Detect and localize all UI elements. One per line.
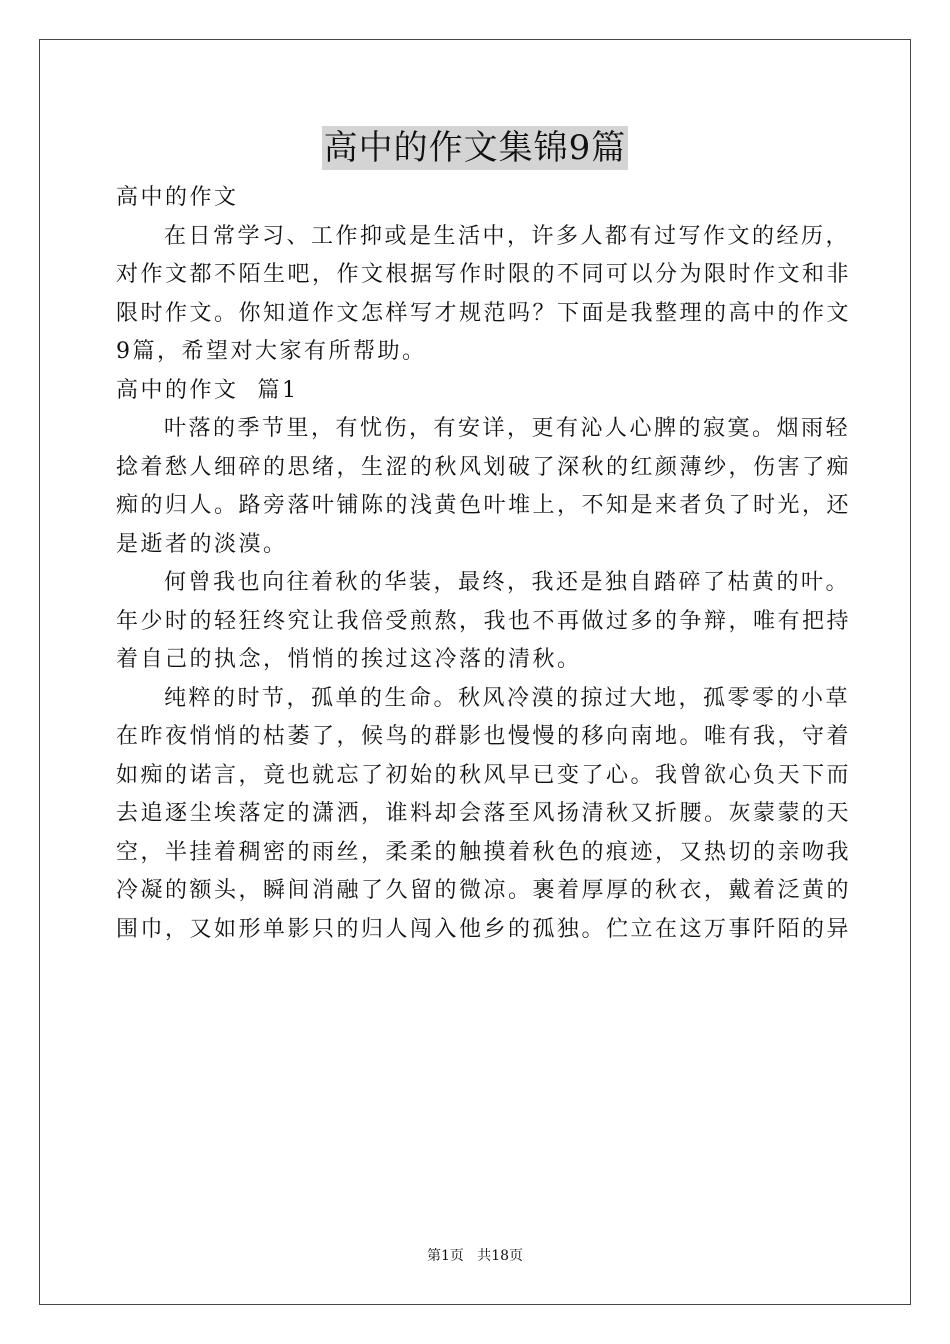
paragraph-line: 叶落的季节里，有忧伤，有安详，更有沁人心脾的寂寞。烟雨轻: [164, 416, 851, 441]
paragraph-line: 围巾，又如形单影只的归人闯入他乡的孤独。伫立在这万事阡陌的异: [116, 916, 852, 942]
paragraph-line: 痴的归人。路旁落叶铺陈的浅黄色叶堆上，不知是来者负了时光，还: [116, 493, 852, 518]
paragraph-2: [116, 564, 852, 680]
paragraph-3: [116, 680, 852, 950]
paragraph-line: 空，半挂着稠密的雨丝，柔柔的触摸着秋色的痕迹，又热切的亲吻我: [116, 839, 852, 865]
paragraph-line: 在日常学习、工作抑或是生活中，许多人都有过写作文的经历，: [164, 223, 851, 249]
title-area: [0, 126, 950, 170]
paragraph-line: 何曾我也向往着秋的华装，最终，我还是独自踏碎了枯黄的叶。: [164, 570, 851, 595]
page-footer: 第1页 共18页: [426, 1248, 524, 1264]
paragraph-line: 对作文都不陌生吧，作文根据写作时限的不同可以分为限时作文和非: [116, 262, 852, 287]
paragraph-line: 纯粹的时节，孤单的生命。秋风冷漠的掠过大地，孤零零的小草: [164, 685, 851, 711]
paragraph-line: 去追逐尘埃落定的潇洒，谁料却会落至风扬清秋又折腰。灰蒙蒙的天: [116, 801, 852, 826]
paragraph-line: 限时作文。你知道作文怎样写才规范吗？下面是我整理的高中的作文: [116, 300, 852, 326]
paragraph-line: 是逝者的淡漠。: [116, 531, 288, 557]
paragraph-line: 在昨夜悄悄的枯萎了，候鸟的群影也慢慢的移向南地。唯有我，守着: [116, 724, 852, 749]
paragraph-line: 捻着愁人细碎的思绪，生涩的秋风划破了深秋的红颜薄纱，伤害了痴: [116, 454, 852, 480]
section-heading: 高中的作文 篇1: [116, 377, 299, 403]
paragraph-line: 年少时的轻狂终究让我倍受煎熬，我也不再做过多的争辩，唯有把持: [116, 608, 852, 634]
document-title: 高中的作文集锦9篇: [323, 128, 627, 168]
paragraph-line: 着自己的执念，悄悄的挨过这冷落的清秋。: [116, 647, 582, 672]
paragraph-line: 9篇，希望对大家有所帮助。: [116, 339, 427, 364]
intro-paragraph: [116, 218, 852, 372]
paragraph-line: 冷凝的额头，瞬间消融了久留的微凉。裹着厚厚的秋衣，戴着泛黄的: [116, 878, 852, 903]
document-body: [116, 179, 852, 949]
paragraph-line: 如痴的诺言，竟也就忘了初始的秋风早已变了心。我曾欲心负天下而: [116, 762, 852, 788]
paragraph-1: [116, 410, 852, 564]
intro-heading: 高中的作文: [116, 185, 239, 210]
